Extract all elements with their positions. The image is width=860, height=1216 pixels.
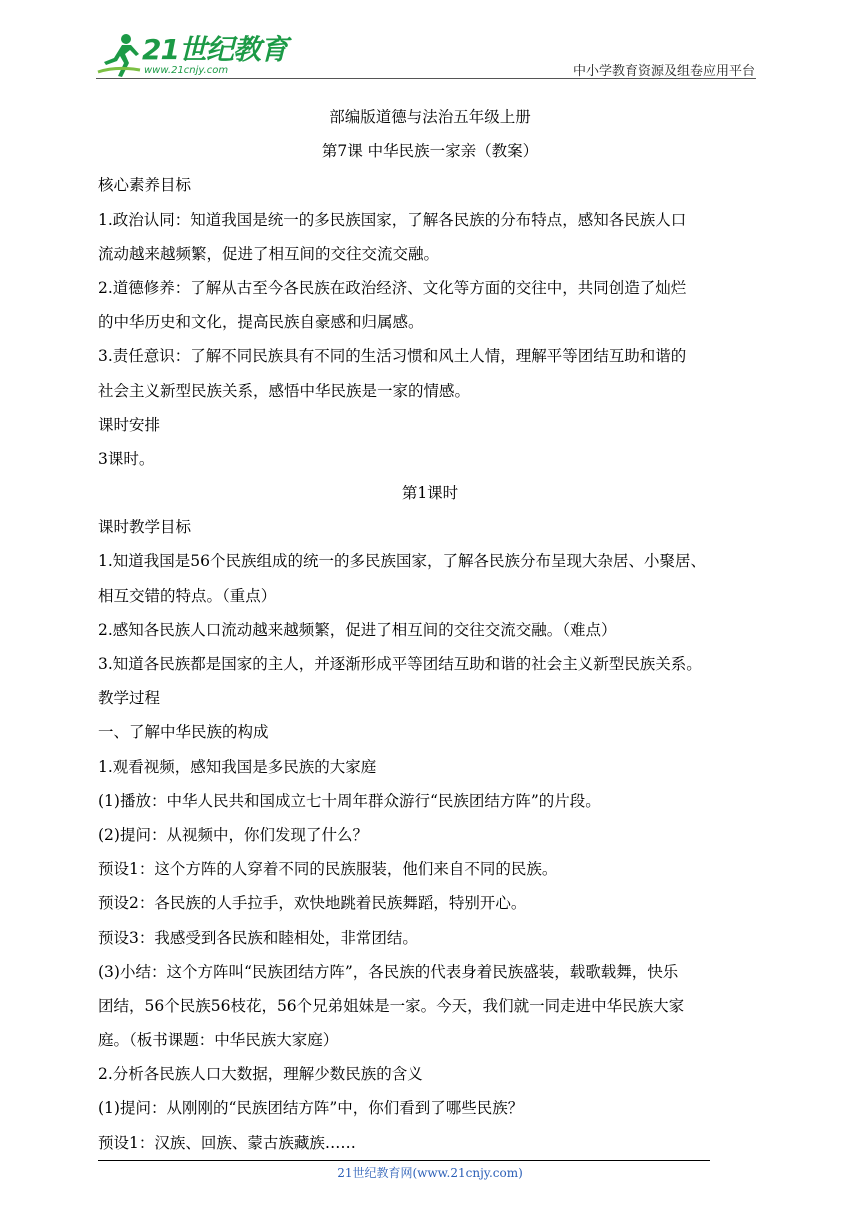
text-line: 3.知道各民族都是国家的主人，并逐渐形成平等团结互助和谐的社会主义新型民族关系。 (98, 655, 702, 673)
text-line: (1)播放：中华人民共和国成立七十周年群众游行“民族团结方阵”的片段。 (98, 791, 601, 810)
text-line: 2.分析各民族人口大数据，理解少数民族的含义 (98, 1065, 423, 1084)
platform-label: 中小学教育资源及组卷应用平台 (572, 64, 755, 79)
logo-url: www.21cnjy.com (144, 65, 229, 76)
text-line: (1)提问：从刚刚的“民族团结方阵”中，你们看到了哪些民族？ (98, 1099, 524, 1118)
logo-text: 21世纪教育 (142, 33, 287, 66)
text-line: 的中华历史和文化，提高民族自豪感和归属感。 (98, 313, 424, 332)
lesson-title: 第7课 中华民族一家亲（教案） (321, 142, 539, 161)
text-line: 3课时。 (98, 449, 155, 468)
page-header (0, 0, 860, 90)
text-line: 核心素养目标 (98, 176, 192, 195)
text-line: 2.感知各民族人口流动越来越频繁，促进了相互间的交往交流交融。（难点） (98, 620, 617, 639)
text-line: 预设2：各民族的人手拉手，欢快地跳着民族舞蹈，特别开心。 (98, 894, 527, 913)
runner-logo-icon (96, 32, 146, 80)
text-line: 预设1：这个方阵的人穿着不同的民族服装，他们来自不同的民族。 (98, 860, 558, 879)
footer-link[interactable]: 21世纪教育网(www.21cnjy.com) (337, 1166, 523, 1180)
text-line: 团结，56个民族56枝花，56个兄弟姐妹是一家。今天，我们就一同走进中华民族大家 (98, 996, 685, 1015)
text-line: 预设3：我感受到各民族和睦相处，非常团结。 (98, 928, 418, 947)
text-line: 2.道德修养：了解从古至今各民族在政治经济、文化等方面的交往中，共同创造了灿烂 (98, 278, 687, 297)
text-line: 1.政治认同：知道我国是统一的多民族国家，了解各民族的分布特点，感知各民族人口 (98, 210, 687, 229)
text-line: 社会主义新型民族关系，感悟中华民族是一家的情感。 (98, 381, 471, 400)
text-line: 一、了解中华民族的构成 (98, 723, 269, 742)
text-line: 课时教学目标 (98, 518, 192, 537)
text-line: 教学过程 (98, 689, 161, 708)
logo (96, 32, 287, 80)
text-line: 1.知道我国是56个民族组成的统一的多民族国家，了解各民族分布呈现大杂居、小聚居、 (98, 552, 707, 571)
header-divider (96, 78, 756, 79)
text-line: 庭。（板书课题：中华民族大家庭） (98, 1031, 339, 1050)
text-line: 1.观看视频，感知我国是多民族的大家庭 (98, 757, 377, 776)
document-body (98, 100, 762, 1160)
text-line: 相互交错的特点。（重点） (98, 586, 277, 605)
text-line: 预设1：汉族、回族、蒙古族藏族…… (98, 1133, 356, 1152)
text-line: 流动越来越频繁，促进了相互间的交往交流交融。 (98, 244, 440, 263)
text-line: 3.责任意识：了解不同民族具有不同的生活习惯和风土人情，理解平等团结互助和谐的 (98, 347, 687, 366)
text-line: 课时安排 (98, 415, 161, 434)
text-line: (3)小结：这个方阵叫“民族团结方阵”，各民族的代表身着民族盛装，载歌载舞，快乐 (98, 962, 679, 981)
doc-title: 部编版道德与法治五年级上册 (329, 108, 531, 126)
section-heading: 第1课时 (401, 484, 459, 503)
text-line: (2)提问：从视频中，你们发现了什么？ (98, 825, 368, 844)
footer-divider (98, 1160, 710, 1161)
